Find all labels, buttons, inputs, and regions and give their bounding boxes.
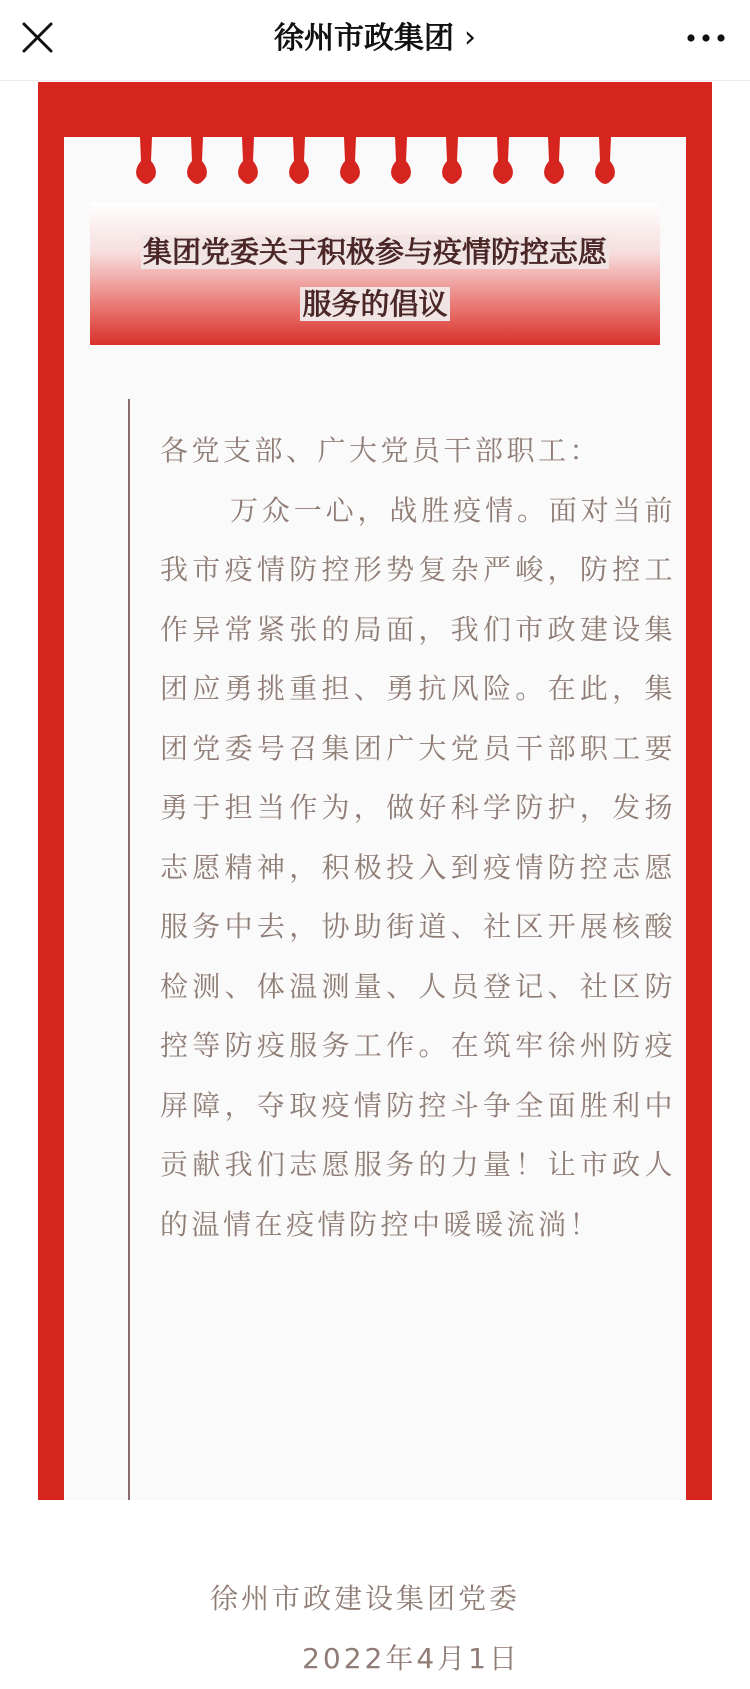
article-poster bbox=[38, 82, 712, 1675]
top-nav-bar bbox=[0, 0, 750, 81]
signature: 徐州市政建设集团党委 bbox=[209, 1582, 520, 1615]
article-title-line-2: 服务的倡议 bbox=[302, 287, 448, 321]
more-icon[interactable] bbox=[684, 28, 728, 48]
body-paragraph: 万众一心，战胜疫情。面对当前我市疫情防控形势复杂严峻，防控工作异常紧张的局面，我们市政建设集团应勇挑重担、勇抗风险。在此，集团党委号召集团广大党员干部职工要勇于担当作为，做好科学防护，发扬志愿精神，积极投入到疫情防控志愿服务中去，协助街道、社区开展核酸检测、体温测量、人员登记、社区防控等防疫服务工作。在筑牢徐州防疫屏障，夺取疫情防控斗争全面胜利中贡献我们志愿服务的力量！让市政人的温情在疫情防控中暖暖流淌！ bbox=[160, 493, 676, 1241]
title-ribbon bbox=[90, 202, 660, 345]
text-column bbox=[128, 399, 676, 1675]
signature-block bbox=[210, 1569, 520, 1689]
salutation: 各党支部、广大党员干部职工： bbox=[160, 434, 602, 467]
account-name: 徐州市政集团 bbox=[274, 21, 454, 56]
date: 2022年4月1日 bbox=[302, 1642, 520, 1675]
teardrop-ornaments bbox=[64, 137, 686, 207]
account-name-link[interactable] bbox=[0, 0, 750, 80]
article-title bbox=[90, 226, 660, 330]
chevron-right-icon: › bbox=[464, 20, 476, 55]
poster-paper bbox=[64, 137, 686, 1675]
article-title-line-1: 集团党委关于积极参与疫情防控志愿 bbox=[142, 235, 607, 269]
article-body bbox=[160, 421, 676, 1254]
